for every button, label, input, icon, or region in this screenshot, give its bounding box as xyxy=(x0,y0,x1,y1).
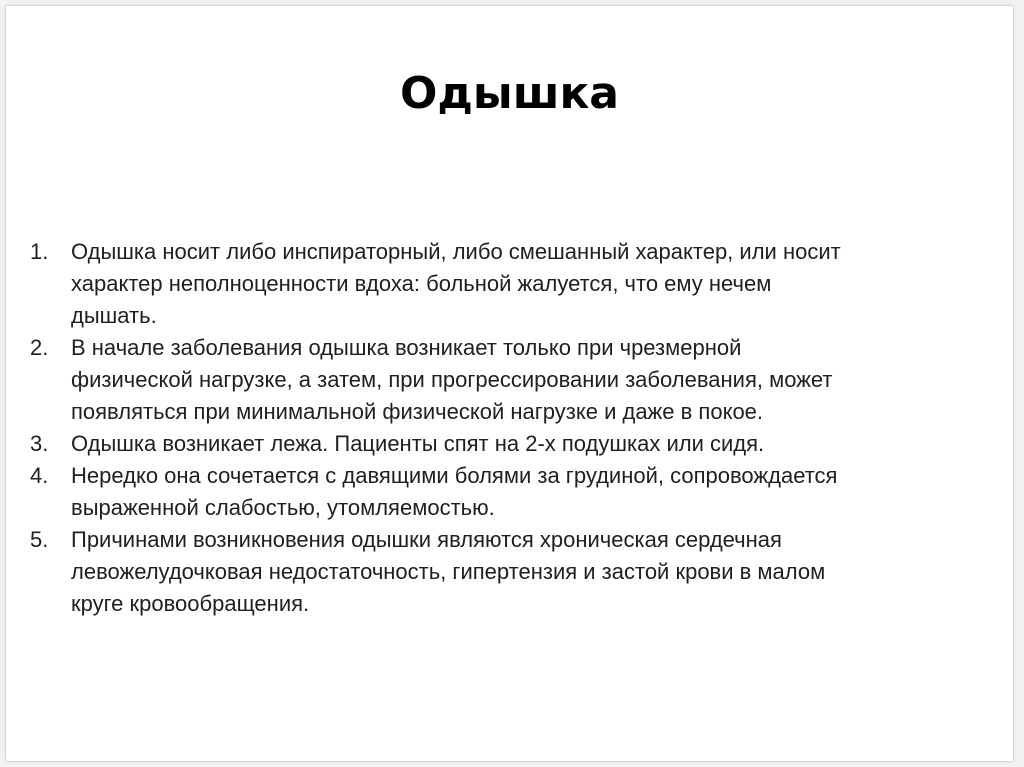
slide-title: Одышка xyxy=(399,68,619,119)
list-item-line: круге кровообращения. xyxy=(71,591,310,616)
list-item-line: Одышка носит либо инспираторный, либо смешанный характер, или носит xyxy=(71,239,841,264)
list-item xyxy=(30,236,990,332)
list-item-number: 4. xyxy=(30,463,49,488)
list-item-number: 2. xyxy=(30,335,49,360)
list-item-line: Нередко она сочетается с давящими болями за грудиной, сопровождается xyxy=(71,463,838,488)
symptom-list xyxy=(30,236,990,620)
list-item xyxy=(30,332,990,428)
list-item-line: левожелудочковая недостаточность, гипертензия и застой крови в малом xyxy=(71,559,826,584)
list-item xyxy=(30,460,990,524)
list-item xyxy=(30,428,990,460)
list-item-number: 1. xyxy=(30,239,49,264)
list-item xyxy=(30,524,990,620)
slide xyxy=(6,6,1013,761)
list-item-line: Одышка возникает лежа. Пациенты спят на 2-х подушках или сидя. xyxy=(71,431,765,456)
list-item-line: В начале заболевания одышка возникает только при чрезмерной xyxy=(71,335,742,360)
list-item-line: выраженной слабостью, утомляемостью. xyxy=(71,495,495,520)
list-item-number: 3. xyxy=(30,431,49,456)
list-item-line: характер неполноценности вдоха: больной жалуется, что ему нечем xyxy=(71,271,772,296)
list-item-line: физической нагрузке, а затем, при прогрессировании заболевания, может xyxy=(71,367,833,392)
list-item-line: появляться при минимальной физической нагрузке и даже в покое. xyxy=(71,399,764,424)
list-item-line: дышать. xyxy=(71,303,157,328)
list-item-number: 5. xyxy=(30,527,49,552)
list-item-line: Причинами возникновения одышки являются хроническая сердечная xyxy=(71,527,782,552)
